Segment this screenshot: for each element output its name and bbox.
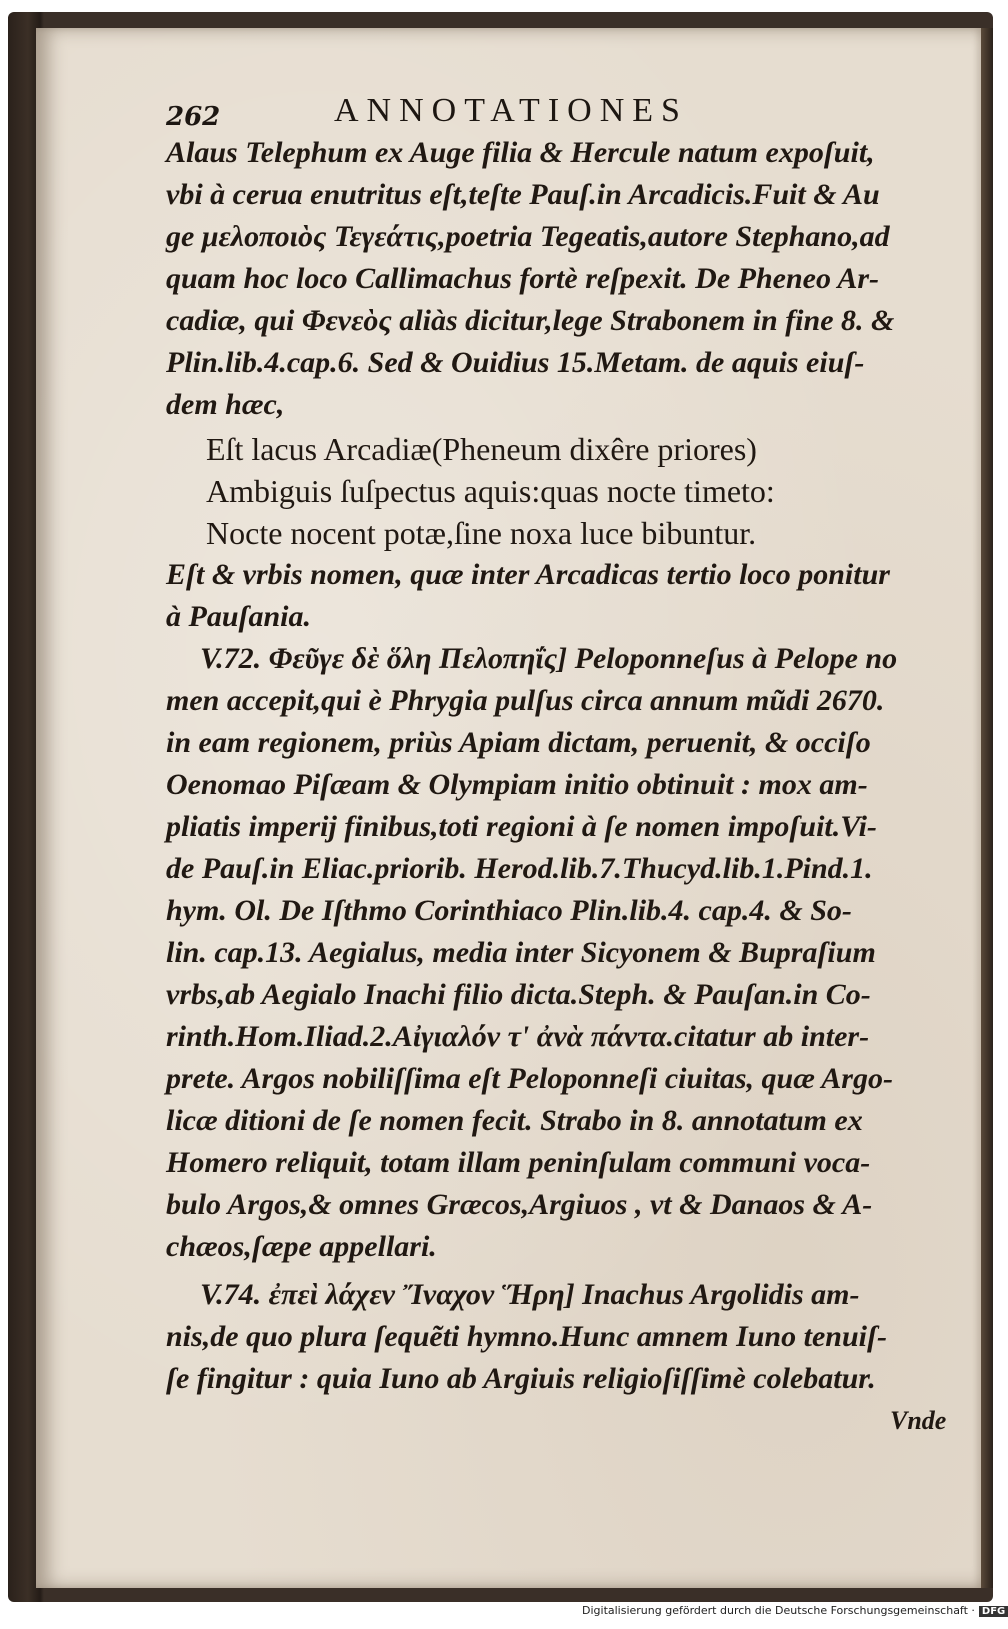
text-line: vrbs,ab Aegialo Inachi filio dicta.Steph. & Pauſan.in Co-	[166, 978, 871, 1011]
text-line: quam hoc loco Callimachus fortè reſpexit. De Pheneo Ar-	[166, 262, 880, 295]
text-line: cadiæ, qui Φενεὸς aliàs dicitur,lege Strabonem in fine 8. &	[166, 304, 895, 337]
page-number: 262	[166, 102, 221, 132]
text-line: licæ ditioni de ſe nomen fecit. Strabo in 8. annotatum ex	[166, 1104, 863, 1137]
credit-text: Digitalisierung gefördert durch die Deutsche Forschungsgemeinschaft ·	[582, 1604, 975, 1617]
text-line: nis,de quo plura ſequẽti hymno.Hunc amnem Iuno tenuiſ-	[166, 1320, 887, 1353]
verse-reference-line: V.72. Φεῦγε δὲ ὅλη Πελοπηΐς] Peloponneſus à Pelope no	[200, 642, 898, 675]
text-line: Homero reliquit, totam illam peninſulam communi voca-	[166, 1146, 871, 1179]
text-line: hym. Ol. De Iſthmo Corinthiaco Plin.lib.4. cap.4. & So-	[166, 894, 852, 927]
text-line: Eſt & vrbis nomen, quæ inter Arcadicas tertio loco ponitur	[166, 558, 890, 591]
text-line: rinth.Hom.Iliad.2.Αἰγιαλόν τ' ἀνὰ πάντα.citatur ab inter-	[166, 1020, 870, 1053]
text-line: men accepit,qui è Phrygia pulſus circa annum mũdi 2670.	[166, 684, 885, 717]
text-line: in eam regionem, priùs Apiam dictam, peruenit, & occiſo	[166, 726, 871, 759]
page-header	[166, 92, 946, 132]
running-head: ANNOTATIONES	[334, 92, 688, 129]
text-line: Plin.lib.4.cap.6. Sed & Ouidius 15.Metam. de aquis eiuſ-	[166, 346, 865, 379]
text-line: à Pauſania.	[166, 600, 312, 633]
dfg-logo: DFG	[979, 1606, 1008, 1617]
catchword: Vnde	[890, 1406, 947, 1435]
page-right-edge	[981, 28, 993, 1588]
text-line: ge μελοποιὸς Τεγεάτις,poetria Tegeatis,autore Stephano,ad	[166, 220, 890, 253]
text-line: dem hæc,	[166, 388, 285, 421]
text-line: Alaus Telephum ex Auge filia & Hercule natum expoſuit,	[166, 136, 875, 169]
verse-reference-line: V.74. ἐπεὶ λάχεν Ἴναχον Ἥρη] Inachus Argolidis am-	[200, 1278, 860, 1311]
verse-line: Ambiguis ſuſpectus aquis:quas nocte timeto:	[206, 473, 775, 509]
digitization-credit	[582, 1604, 1008, 1617]
verse-line: Eſt lacus Arcadiæ(Pheneum dixêre priores)	[206, 431, 757, 467]
text-line: de Pauſ.in Eliac.priorib. Herod.lib.7.Thucyd.lib.1.Pind.1.	[166, 852, 873, 885]
text-line: bulo Argos,& omnes Græcos,Argiuos , vt & Danaos & A-	[166, 1188, 873, 1221]
text-line: chæos,ſæpe appellari.	[166, 1230, 437, 1263]
text-line: ſe fingitur : quia Iuno ab Argiuis religioſiſſimè colebatur.	[166, 1362, 876, 1395]
text-line: prete. Argos nobiliſſima eſt Peloponneſi ciuitas, quæ Argo-	[166, 1062, 893, 1095]
text-line: pliatis imperij finibus,toti regioni à ſe nomen impoſuit.Vi-	[166, 810, 877, 843]
text-line: vbi à cerua enutritus eſt,teſte Pauſ.in Arcadicis.Fuit & Au	[166, 178, 880, 211]
verse-line: Nocte nocent potæ,ſine noxa luce bibuntur.	[206, 515, 757, 551]
text-line: lin. cap.13. Aegialus, media inter Sicyonem & Bupraſium	[166, 936, 876, 969]
text-line: Oenomao Piſæam & Olympiam initio obtinuit : mox am-	[166, 768, 868, 801]
